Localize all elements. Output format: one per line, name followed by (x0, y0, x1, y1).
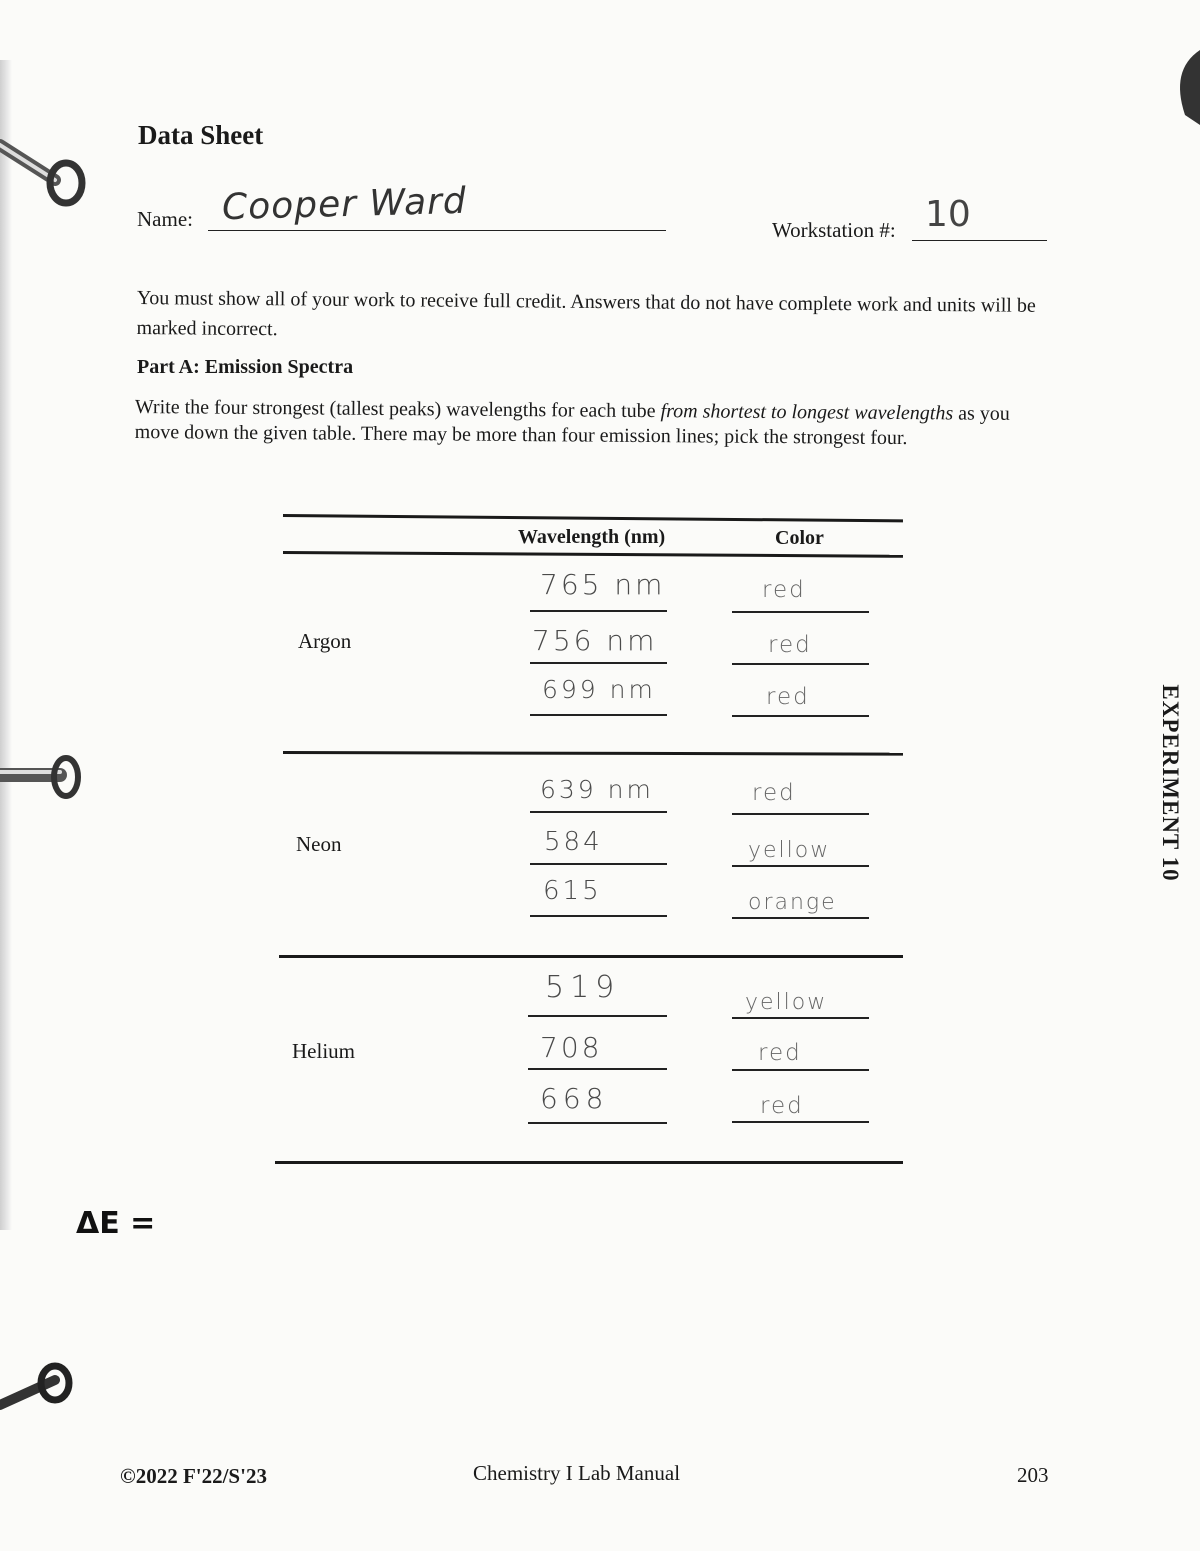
wavelength-value[interactable]: 519 (545, 970, 621, 1005)
prompt-text-emphasis: from shortest to longest wavelengths (660, 400, 954, 425)
color-value[interactable]: red (768, 632, 812, 658)
wavelength-line[interactable] (530, 610, 667, 612)
binder-edge (0, 60, 12, 1230)
wavelength-line[interactable] (530, 915, 667, 917)
name-label: Name: (137, 207, 193, 231)
table-row-separator (283, 751, 903, 755)
wavelength-line[interactable] (530, 662, 667, 664)
wavelength-line[interactable] (528, 1122, 667, 1124)
footer-page-number: 203 (1017, 1463, 1049, 1487)
column-header-color: Color (775, 527, 824, 549)
color-value[interactable]: yellow (745, 990, 828, 1015)
delta-e-annotation: ΔE = (76, 1206, 156, 1241)
color-line[interactable] (732, 813, 869, 815)
color-line[interactable] (732, 611, 869, 613)
wavelength-value[interactable]: 615 (543, 876, 602, 906)
color-value[interactable]: red (762, 577, 806, 603)
part-a-prompt (135, 395, 1053, 452)
wavelength-value[interactable]: 668 (540, 1082, 609, 1115)
wavelength-line[interactable] (528, 1015, 667, 1017)
color-line[interactable] (732, 663, 869, 665)
color-line[interactable] (732, 1121, 869, 1123)
workstation-field-line[interactable] (912, 240, 1047, 241)
prompt-text-start: Write the four strongest (tallest peaks) wavelengths for each tube (134, 395, 661, 423)
wavelength-value[interactable]: 584 (544, 827, 603, 857)
wavelength-value[interactable]: 756 nm (532, 624, 658, 657)
table-row-separator (279, 955, 903, 958)
wavelength-line[interactable] (530, 863, 667, 865)
page-title: Data Sheet (138, 120, 264, 150)
workstation-field-value[interactable]: 10 (925, 194, 971, 235)
color-value[interactable]: red (760, 1093, 804, 1119)
wavelength-line[interactable] (528, 1068, 667, 1070)
wavelength-value[interactable]: 765 nm (540, 568, 666, 601)
table-bottom-rule (275, 1161, 903, 1164)
instructions-text: You must show all of your work to receive full credit. Answers that do not have complete work and units will be marked incorrect. (136, 286, 1036, 341)
wavelength-line[interactable] (530, 811, 667, 813)
name-field-line[interactable] (208, 230, 666, 231)
color-value[interactable]: red (758, 1040, 802, 1066)
gas-label-neon: Neon (296, 832, 342, 856)
experiment-side-tab: EXPERIMENT 10 (1158, 684, 1183, 882)
table-top-rule (283, 514, 903, 522)
color-line[interactable] (732, 1069, 869, 1071)
binder-ring-top-icon (0, 125, 90, 210)
binder-ring-middle-icon (0, 750, 85, 805)
part-a-heading: Part A: Emission Spectra (137, 356, 354, 378)
color-value[interactable]: yellow (748, 838, 831, 863)
gas-label-helium: Helium (292, 1039, 355, 1063)
table-header-rule (283, 551, 903, 557)
color-line[interactable] (732, 1017, 869, 1019)
column-header-wavelength: Wavelength (nm) (518, 526, 666, 548)
name-field-value[interactable]: Cooper Ward (221, 180, 468, 229)
color-line[interactable] (732, 865, 869, 867)
prompt-text-end: as you move down the given table. There may be more than four emission lines; pick the strongest four. (134, 402, 1010, 450)
color-value[interactable]: red (752, 780, 796, 806)
workstation-label: Workstation #: (772, 218, 896, 242)
binder-ring-right-icon (1165, 40, 1200, 130)
color-line[interactable] (732, 715, 869, 717)
wavelength-value[interactable]: 639 nm (540, 775, 654, 804)
binder-ring-bottom-icon (0, 1350, 80, 1420)
color-line[interactable] (732, 917, 869, 919)
wavelength-value[interactable]: 708 (540, 1031, 603, 1064)
color-value[interactable]: orange (748, 890, 837, 915)
footer-copyright: ©2022 F'22/S'23 (120, 1464, 267, 1488)
footer-manual-title: Chemistry I Lab Manual (473, 1461, 681, 1485)
wavelength-line[interactable] (530, 714, 667, 716)
color-value[interactable]: red (766, 684, 810, 710)
wavelength-value[interactable]: 699 nm (542, 675, 656, 704)
gas-label-argon: Argon (298, 629, 352, 653)
